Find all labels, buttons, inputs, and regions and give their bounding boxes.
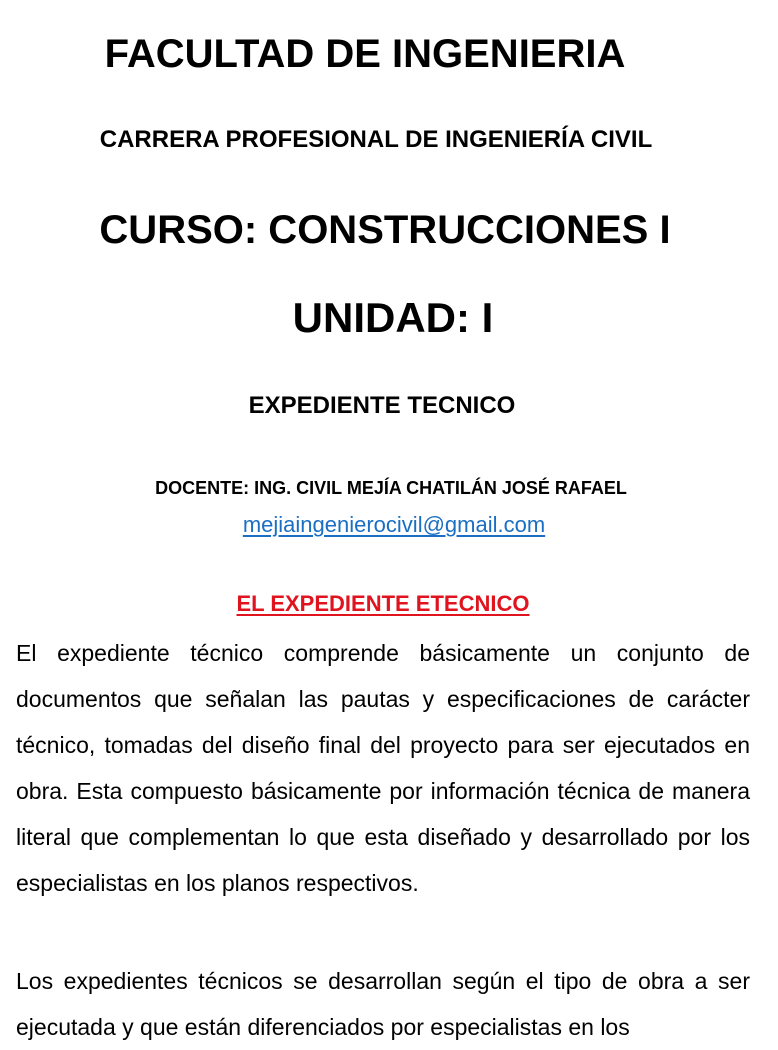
teacher-line: DOCENTE: ING. CIVIL MEJÍA CHATILÁN JOSÉ RAFAEL <box>155 478 627 498</box>
unit-title: UNIDAD: I <box>292 294 494 341</box>
document-title: EXPEDIENTE TECNICO <box>248 392 516 419</box>
email-line <box>10 512 778 538</box>
course-title: CURSO: CONSTRUCCIONES I <box>99 208 671 252</box>
email-link[interactable]: mejiaingenierocivil@gmail.com <box>242 512 546 537</box>
section-title <box>0 591 767 617</box>
career-subtitle: CARRERA PROFESIONAL DE INGENIERÍA CIVIL <box>99 126 653 153</box>
paragraph-1: El expediente técnico comprende básicamente un conjunto de documentos que señalan las pautas y especificaciones de carácter técnico, tomadas del diseño final del proyecto para ser ejecutados en obra. Esta compuesto básicamente por información técnica de manera literal que complementan lo que esta diseñado y desarrollado por los especialistas en los planos respectivos. <box>16 640 750 896</box>
faculty-title: FACULTAD DE INGENIERIA <box>104 32 626 76</box>
section-title-text: EL EXPEDIENTE ETECNICO <box>236 591 530 616</box>
paragraph-2: Los expedientes técnicos se desarrollan según el tipo de obra a ser ejecutada y que están diferenciados por especialistas en los <box>16 968 750 1040</box>
